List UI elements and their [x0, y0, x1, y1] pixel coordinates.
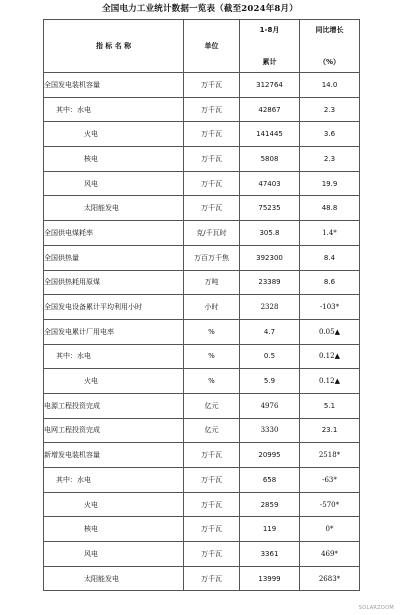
row-name: 新增发电装机容量	[44, 443, 184, 468]
row-yoy: 469*	[300, 542, 360, 567]
row-unit: 小时	[184, 295, 240, 320]
row-name: 其中：水电	[44, 468, 184, 493]
row-name: 风电	[44, 542, 184, 567]
row-value: 3330	[240, 418, 300, 443]
header-cumulative	[240, 20, 300, 73]
row-value: 3361	[240, 542, 300, 567]
row-yoy: 14.0	[300, 73, 360, 98]
row-name: 火电	[44, 369, 184, 394]
table-row	[44, 418, 360, 443]
row-yoy: 48.8	[300, 196, 360, 221]
row-yoy: 1.4*	[300, 221, 360, 246]
row-unit: %	[184, 319, 240, 344]
row-unit: 万千瓦	[184, 492, 240, 517]
row-unit: 万百万千焦	[184, 245, 240, 270]
row-name: 其中：水电	[44, 344, 184, 369]
row-name: 全国供电煤耗率	[44, 221, 184, 246]
table-row	[44, 369, 360, 394]
row-name: 太阳能发电	[44, 196, 184, 221]
table-row	[44, 97, 360, 122]
row-unit: 万千瓦	[184, 542, 240, 567]
table-row	[44, 245, 360, 270]
row-value: 5808	[240, 147, 300, 172]
row-yoy: 2683*	[300, 566, 360, 591]
row-yoy: 23.1	[300, 418, 360, 443]
row-unit: 万千瓦	[184, 73, 240, 98]
table-row	[44, 566, 360, 591]
row-value: 392300	[240, 245, 300, 270]
table-row	[44, 393, 360, 418]
row-yoy: 0*	[300, 517, 360, 542]
row-value: 13999	[240, 566, 300, 591]
row-name: 全国发电累计厂用电率	[44, 319, 184, 344]
row-name: 全国供热耗用原煤	[44, 270, 184, 295]
row-unit: 万千瓦	[184, 468, 240, 493]
row-value: 305.8	[240, 221, 300, 246]
row-yoy: 5.1	[300, 393, 360, 418]
row-value: 0.5	[240, 344, 300, 369]
row-name: 全国发电设备累计平均利用小时	[44, 295, 184, 320]
row-unit: 万千瓦	[184, 566, 240, 591]
row-yoy: 2.3	[300, 97, 360, 122]
row-yoy: 3.6	[300, 122, 360, 147]
row-unit: 万千瓦	[184, 122, 240, 147]
row-unit: 万千瓦	[184, 171, 240, 196]
row-name: 其中：水电	[44, 97, 184, 122]
row-value: 312764	[240, 73, 300, 98]
header-yoy-label: 同比增长	[315, 26, 344, 34]
row-unit: 万千瓦	[184, 196, 240, 221]
row-yoy: 8.4	[300, 245, 360, 270]
table-row	[44, 468, 360, 493]
table-row	[44, 196, 360, 221]
row-unit: 亿元	[184, 393, 240, 418]
row-yoy: 0.05▲	[300, 319, 360, 344]
row-name: 火电	[44, 122, 184, 147]
table-row	[44, 122, 360, 147]
row-yoy: 0.12▲	[300, 369, 360, 394]
table-row	[44, 492, 360, 517]
row-yoy: 2518*	[300, 443, 360, 468]
row-value: 75235	[240, 196, 300, 221]
row-name: 火电	[44, 492, 184, 517]
row-name: 太阳能发电	[44, 566, 184, 591]
row-name: 全国发电装机容量	[44, 73, 184, 98]
row-value: 47403	[240, 171, 300, 196]
row-yoy: 2.3	[300, 147, 360, 172]
header-yoy	[300, 20, 360, 73]
row-unit: %	[184, 344, 240, 369]
row-unit: 万千瓦	[184, 97, 240, 122]
row-value: 4976	[240, 393, 300, 418]
row-unit: %	[184, 369, 240, 394]
row-value: 2859	[240, 492, 300, 517]
header-cumulative-label: 累计	[262, 58, 277, 66]
row-name: 电源工程投资完成	[44, 393, 184, 418]
table-row	[44, 73, 360, 98]
row-unit: 万千瓦	[184, 517, 240, 542]
row-unit: 万千瓦	[184, 443, 240, 468]
table-row	[44, 542, 360, 567]
row-unit: 万吨	[184, 270, 240, 295]
row-yoy: -570*	[300, 492, 360, 517]
row-yoy: 0.12▲	[300, 344, 360, 369]
row-value: 658	[240, 468, 300, 493]
table-row	[44, 147, 360, 172]
row-unit: 亿元	[184, 418, 240, 443]
row-unit: 万千瓦	[184, 147, 240, 172]
row-name: 核电	[44, 147, 184, 172]
row-value: 5.9	[240, 369, 300, 394]
table-row	[44, 171, 360, 196]
header-unit: 单位	[184, 20, 240, 73]
header-indicator: 指 标 名 称	[44, 20, 184, 73]
table-row	[44, 517, 360, 542]
row-value: 42867	[240, 97, 300, 122]
header-yoy-unit: （%）	[318, 58, 340, 66]
row-unit: 克/千瓦时	[184, 221, 240, 246]
row-value: 4.7	[240, 319, 300, 344]
row-value: 2328	[240, 295, 300, 320]
watermark: SOLARZOOM	[358, 605, 394, 611]
row-yoy: -103*	[300, 295, 360, 320]
table-header-row	[44, 20, 360, 73]
row-name: 核电	[44, 517, 184, 542]
row-name: 风电	[44, 171, 184, 196]
row-value: 23389	[240, 270, 300, 295]
table-row	[44, 295, 360, 320]
table-row	[44, 319, 360, 344]
table-row	[44, 443, 360, 468]
table-row	[44, 221, 360, 246]
row-value: 141445	[240, 122, 300, 147]
row-yoy: 19.9	[300, 171, 360, 196]
row-value: 119	[240, 517, 300, 542]
table-row	[44, 270, 360, 295]
row-yoy: 8.6	[300, 270, 360, 295]
statistics-table	[43, 19, 360, 591]
header-cumulative-period: 1-8月	[259, 26, 280, 34]
row-yoy: -63*	[300, 468, 360, 493]
row-name: 电网工程投资完成	[44, 418, 184, 443]
page-title: 全国电力工业统计数据一览表（截至2024年8月）	[102, 4, 298, 14]
row-value: 20995	[240, 443, 300, 468]
row-name: 全国供热量	[44, 245, 184, 270]
table-row	[44, 344, 360, 369]
